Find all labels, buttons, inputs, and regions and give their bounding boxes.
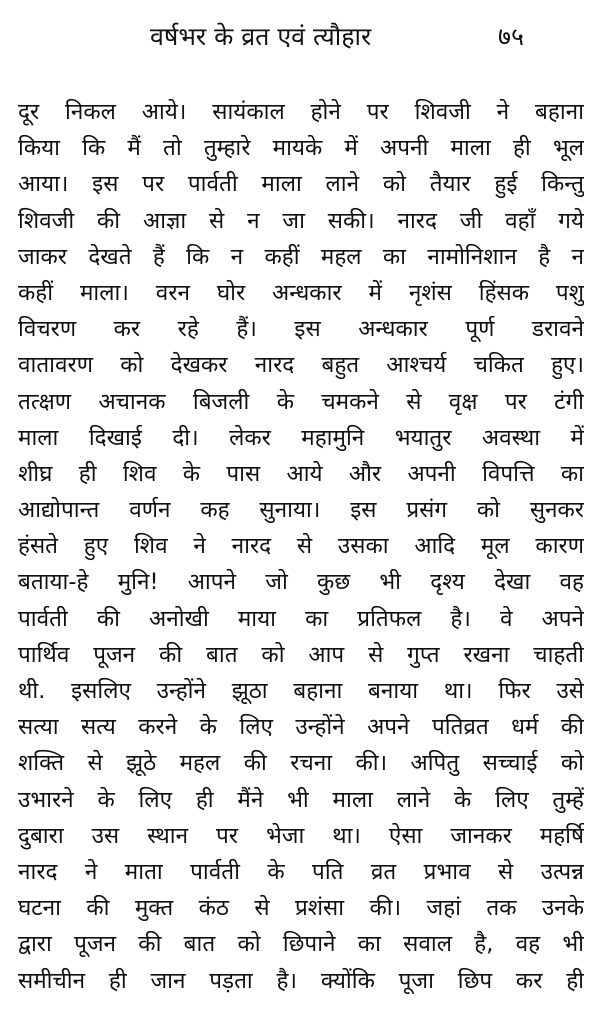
body-paragraph xyxy=(18,94,584,999)
page-title: वर्षभर के व्रत एवं त्यौहार xyxy=(150,22,372,51)
text-line: किया कि मैं तो तुम्हारे मायके में अपनी माला ही भूल xyxy=(18,135,584,162)
text-line: जाकर देखते हैं कि न कहीं महल का नामोनिशान है न xyxy=(18,243,584,270)
text-line: माला दिखाई दी। लेकर महामुनि भयातुर अवस्था में xyxy=(18,424,584,451)
text-line: कहीं माला। वरन घोर अन्धकार में नृशंस हिंसक पशु xyxy=(18,279,584,306)
text-line: वातावरण को देखकर नारद बहुत आश्चर्य चकित हुए। xyxy=(18,352,584,379)
text-line: दुबारा उस स्थान पर भेजा था। ऐसा जानकर महर्षि xyxy=(18,822,584,849)
text-line: थी. इसलिए उन्होंने झूठा बहाना बनाया था। फिर उसे xyxy=(18,678,584,704)
text-line: समीचीन ही जान पड़ता है। क्योंकि पूजा छिप कर ही xyxy=(18,967,584,994)
text-line: उभारने के लिए ही मैंने भी माला लाने के लिए तुम्हें xyxy=(18,786,584,813)
text-line: बताया-हे मुनि! आपने जो कुछ भी दृश्य देखा वह xyxy=(18,569,584,596)
text-line: दूर निकल आये। सायंकाल होने पर शिवजी ने बहाना xyxy=(18,99,584,125)
page-number: ७५ xyxy=(498,22,525,51)
text-line: पार्वती की अनोखी माया का प्रतिफल है। वे अपने xyxy=(18,605,584,632)
text-line: नारद ने माता पार्वती के पति व्रत प्रभाव से उत्पन्न xyxy=(18,858,584,885)
text-line: पार्थिव पूजन की बात को आप से गुप्त रखना चाहती xyxy=(18,641,584,668)
text-line: आद्योपान्त वर्णन कह सुनाया। इस प्रसंग को सुनकर xyxy=(18,497,584,524)
text-line: सत्या सत्य करने के लिए उन्होंने अपने पतिव्रत धर्म की xyxy=(18,714,584,741)
text-line: विचरण कर रहे हैं। इस अन्धकार पूर्ण डरावने xyxy=(18,316,584,343)
text-line: शिवजी की आज्ञा से न जा सकी। नारद जी वहाँ गये xyxy=(18,207,584,234)
text-line: आया। इस पर पार्वती माला लाने को तैयार हुई किन्तु xyxy=(18,171,584,198)
text-line: घटना की मुक्त कंठ से प्रशंसा की। जहां तक उनके xyxy=(18,895,584,922)
text-line: शीघ्र ही शिव के पास आये और अपनी विपत्ति का xyxy=(18,460,584,487)
running-head xyxy=(0,20,600,60)
text-line: द्वारा पूजन की बात को छिपाने का सवाल है, वह भी xyxy=(18,931,584,958)
text-line: तत्क्षण अचानक बिजली के चमकने से वृक्ष पर टंगी xyxy=(18,388,584,415)
text-line: हंसते हुए शिव ने नारद से उसका आदि मूल कारण xyxy=(18,533,584,560)
text-line: शक्ति से झूठे महल की रचना की। अपितु सच्चाई को xyxy=(18,750,584,777)
